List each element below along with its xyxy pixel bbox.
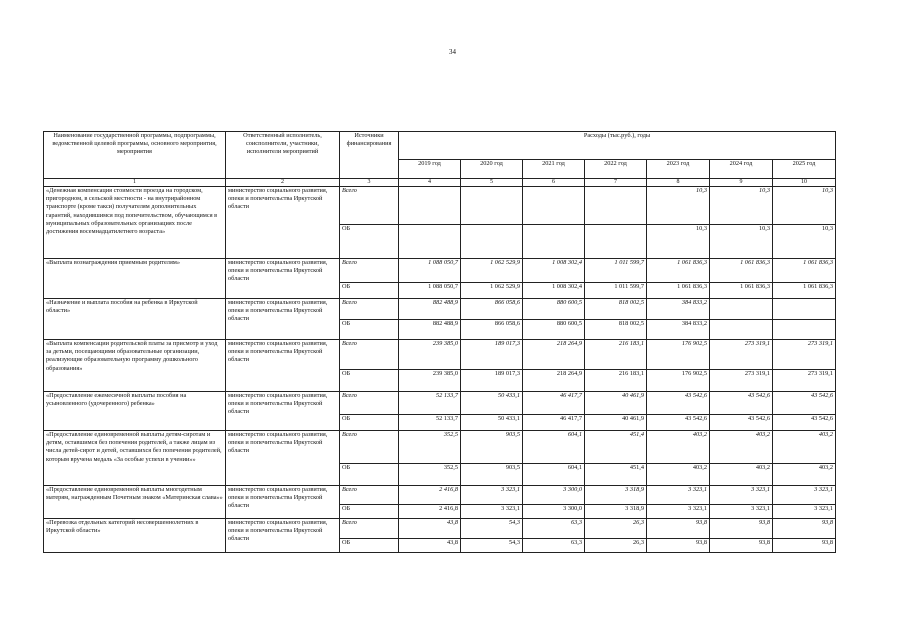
- total-value: 273 319,1: [773, 340, 836, 370]
- ob-value: 43,8: [399, 539, 461, 553]
- column-number: 5: [461, 179, 523, 187]
- column-number: 4: [399, 179, 461, 187]
- total-value: 3 300,0: [523, 486, 585, 505]
- table-row: [44, 519, 836, 539]
- total-value: 93,8: [710, 519, 773, 539]
- total-value: 176 902,5: [647, 340, 710, 370]
- ob-value: 352,5: [399, 464, 461, 486]
- funding-source-total: Всего: [340, 299, 399, 320]
- funding-source-ob: ОБ: [340, 539, 399, 553]
- total-value: 189 017,3: [461, 340, 523, 370]
- total-value: 93,8: [773, 519, 836, 539]
- total-value: 1 062 529,9: [461, 259, 523, 283]
- activity-name: «Выплата вознаграждения приемным родителям»: [44, 259, 226, 299]
- ob-value: 52 133,7: [399, 415, 461, 431]
- year-header: 2023 год: [647, 160, 710, 179]
- ob-value: 216 183,1: [585, 370, 647, 392]
- total-value: 3 323,1: [461, 486, 523, 505]
- total-value: 43 542,6: [647, 392, 710, 415]
- ob-value: 3 323,1: [710, 505, 773, 519]
- ob-value: 26,3: [585, 539, 647, 553]
- ob-value: 3 300,0: [523, 505, 585, 519]
- activity-name: «Назначение и выплата пособия на ребенка в Иркутской области»: [44, 299, 226, 340]
- ob-value: 1 011 599,7: [585, 283, 647, 299]
- ob-value: 218 264,9: [523, 370, 585, 392]
- table-row: [44, 259, 836, 283]
- column-number: 2: [226, 179, 340, 187]
- activity-name: «Перевозка отдельных категорий несовершеннолетних в Иркутской области»: [44, 519, 226, 553]
- header-expenses: Расходы (тыс.руб.), годы: [399, 132, 836, 160]
- ob-value: 10,3: [773, 225, 836, 259]
- ob-value: 93,8: [710, 539, 773, 553]
- funding-source-total: Всего: [340, 431, 399, 464]
- total-value: 604,1: [523, 431, 585, 464]
- ob-value: 604,1: [523, 464, 585, 486]
- column-number: 1: [44, 179, 226, 187]
- activity-name: «Предоставление единовременной выплаты детям-сиротам и детям, оставшимся без попечения родителей, а также лицам из числа детей-сирот и детей, оставшихся без попечения родителей, которым вручена медаль «За особые успехи в учении»»: [44, 431, 226, 486]
- total-value: 1 008 302,4: [523, 259, 585, 283]
- executor: министерство социального развития, опеки и попечительства Иркутской области: [226, 519, 340, 553]
- total-value: 3 323,1: [710, 486, 773, 505]
- ob-value: 54,3: [461, 539, 523, 553]
- total-value: 1 011 599,7: [585, 259, 647, 283]
- header-executor: Ответственный исполнитель, соисполнители, участники, исполнители мероприятий: [226, 132, 340, 179]
- funding-source-total: Всего: [340, 187, 399, 225]
- executor: министерство социального развития, опеки и попечительства Иркутской области: [226, 299, 340, 340]
- table-row: [44, 187, 836, 225]
- ob-value: 93,8: [773, 539, 836, 553]
- activity-name: «Предоставление единовременной выплаты многодетным матерям, награжденным Почетным знаком «Материнская слава»»: [44, 486, 226, 519]
- executor: министерство социального развития, опеки и попечительства Иркутской области: [226, 187, 340, 259]
- expenses-table: [43, 131, 836, 553]
- executor: министерство социального развития, опеки и попечительства Иркутской области: [226, 259, 340, 299]
- total-value: 403,2: [710, 431, 773, 464]
- ob-value: [461, 225, 523, 259]
- column-number: 7: [585, 179, 647, 187]
- total-value: 903,5: [461, 431, 523, 464]
- funding-source-total: Всего: [340, 392, 399, 415]
- ob-value: 10,3: [710, 225, 773, 259]
- total-value: 3 318,9: [585, 486, 647, 505]
- total-value: 403,2: [773, 431, 836, 464]
- executor: министерство социального развития, опеки и попечительства Иркутской области: [226, 340, 340, 392]
- ob-value: 384 833,2: [647, 320, 710, 340]
- ob-value: 176 902,5: [647, 370, 710, 392]
- year-header: 2020 год: [461, 160, 523, 179]
- column-number: 9: [710, 179, 773, 187]
- total-value: 352,5: [399, 431, 461, 464]
- total-value: 10,3: [773, 187, 836, 225]
- executor: министерство социального развития, опеки и попечительства Иркутской области: [226, 392, 340, 431]
- total-value: 3 323,1: [647, 486, 710, 505]
- table-row: [44, 392, 836, 415]
- ob-value: [773, 320, 836, 340]
- ob-value: 50 433,1: [461, 415, 523, 431]
- total-value: 880 600,5: [523, 299, 585, 320]
- total-value: 239 385,0: [399, 340, 461, 370]
- ob-value: 818 002,5: [585, 320, 647, 340]
- total-value: 1 061 836,3: [773, 259, 836, 283]
- total-value: 46 417,7: [523, 392, 585, 415]
- ob-value: [585, 225, 647, 259]
- executor: министерство социального развития, опеки и попечительства Иркутской области: [226, 431, 340, 486]
- total-value: 403,2: [647, 431, 710, 464]
- total-value: 1 088 050,7: [399, 259, 461, 283]
- funding-source-ob: ОБ: [340, 320, 399, 340]
- total-value: 3 323,1: [773, 486, 836, 505]
- total-value: 43,8: [399, 519, 461, 539]
- table-row: [44, 340, 836, 370]
- total-value: 216 183,1: [585, 340, 647, 370]
- table-row: [44, 486, 836, 505]
- funding-source-ob: ОБ: [340, 505, 399, 519]
- year-header: 2022 год: [585, 160, 647, 179]
- ob-value: 239 385,0: [399, 370, 461, 392]
- ob-value: 93,8: [647, 539, 710, 553]
- ob-value: 46 417,7: [523, 415, 585, 431]
- total-value: 63,3: [523, 519, 585, 539]
- total-value: 384 833,2: [647, 299, 710, 320]
- total-value: 43 542,6: [710, 392, 773, 415]
- funding-source-ob: ОБ: [340, 415, 399, 431]
- ob-value: 43 542,6: [647, 415, 710, 431]
- header-source: Источники финансирования: [340, 132, 399, 179]
- ob-value: 10,3: [647, 225, 710, 259]
- total-value: 93,8: [647, 519, 710, 539]
- ob-value: [710, 320, 773, 340]
- total-value: 43 542,6: [773, 392, 836, 415]
- total-value: 10,3: [647, 187, 710, 225]
- ob-value: 880 600,5: [523, 320, 585, 340]
- total-value: 50 433,1: [461, 392, 523, 415]
- ob-value: 63,3: [523, 539, 585, 553]
- column-number: 3: [340, 179, 399, 187]
- funding-source-ob: ОБ: [340, 225, 399, 259]
- ob-value: 273 319,1: [710, 370, 773, 392]
- ob-value: 40 461,9: [585, 415, 647, 431]
- total-value: 10,3: [710, 187, 773, 225]
- table-row: [44, 299, 836, 320]
- ob-value: 903,5: [461, 464, 523, 486]
- total-value: 54,3: [461, 519, 523, 539]
- ob-value: 273 319,1: [773, 370, 836, 392]
- column-number: 10: [773, 179, 836, 187]
- ob-value: 403,2: [773, 464, 836, 486]
- column-number: 6: [523, 179, 585, 187]
- ob-value: 3 323,1: [773, 505, 836, 519]
- total-value: 52 133,7: [399, 392, 461, 415]
- year-header: 2019 год: [399, 160, 461, 179]
- ob-value: 403,2: [710, 464, 773, 486]
- total-value: [710, 299, 773, 320]
- funding-source-ob: ОБ: [340, 283, 399, 299]
- total-value: 273 319,1: [710, 340, 773, 370]
- ob-value: [523, 225, 585, 259]
- total-value: 26,3: [585, 519, 647, 539]
- total-value: 818 002,5: [585, 299, 647, 320]
- ob-value: [399, 225, 461, 259]
- ob-value: 1 061 836,3: [773, 283, 836, 299]
- ob-value: 1 008 302,4: [523, 283, 585, 299]
- ob-value: 1 061 836,3: [710, 283, 773, 299]
- total-value: [399, 187, 461, 225]
- header-name: Наименование государственной программы, подпрограммы, ведомственной целевой программы, основного мероприятия, мероприятия: [44, 132, 226, 179]
- ob-value: 2 416,8: [399, 505, 461, 519]
- ob-value: 3 323,1: [647, 505, 710, 519]
- total-value: 451,4: [585, 431, 647, 464]
- ob-value: 882 488,9: [399, 320, 461, 340]
- total-value: 218 264,9: [523, 340, 585, 370]
- year-header: 2024 год: [710, 160, 773, 179]
- table-row: [44, 431, 836, 464]
- funding-source-total: Всего: [340, 486, 399, 505]
- total-value: 882 488,9: [399, 299, 461, 320]
- ob-value: 3 318,9: [585, 505, 647, 519]
- total-value: 1 061 836,3: [647, 259, 710, 283]
- total-value: 866 058,6: [461, 299, 523, 320]
- funding-source-ob: ОБ: [340, 464, 399, 486]
- ob-value: 189 017,3: [461, 370, 523, 392]
- activity-name: «Выплата компенсации родительской платы за присмотр и уход за детьми, посещающими образовательные организации, реализующие образовательную программу дошкольного образования»: [44, 340, 226, 392]
- ob-value: 1 088 050,7: [399, 283, 461, 299]
- year-header: 2025 год: [773, 160, 836, 179]
- ob-value: 3 323,1: [461, 505, 523, 519]
- funding-source-total: Всего: [340, 259, 399, 283]
- ob-value: 43 542,6: [773, 415, 836, 431]
- column-number: 8: [647, 179, 710, 187]
- activity-name: «Предоставление ежемесячной выплаты пособия на усыновленного (удочеренного) ребенка»: [44, 392, 226, 431]
- ob-value: 866 058,6: [461, 320, 523, 340]
- total-value: 40 461,9: [585, 392, 647, 415]
- funding-source-total: Всего: [340, 519, 399, 539]
- activity-name: «Денежная компенсация стоимости проезда на городском, пригородном, в сельской местности - на внутрирайонном транспорте (кроме такси) получателям дополнительных гарантий, находившимся под попечительством, обучающимся в муниципальных образовательных организациях после достижения восемнадцатилетнего возраста»: [44, 187, 226, 259]
- funding-source-total: Всего: [340, 340, 399, 370]
- total-value: 1 061 836,3: [710, 259, 773, 283]
- total-value: [523, 187, 585, 225]
- executor: министерство социального развития, опеки и попечительства Иркутской области: [226, 486, 340, 519]
- page-number: 34: [449, 48, 456, 56]
- total-value: [773, 299, 836, 320]
- total-value: 2 416,8: [399, 486, 461, 505]
- ob-value: 451,4: [585, 464, 647, 486]
- ob-value: 403,2: [647, 464, 710, 486]
- ob-value: 43 542,6: [710, 415, 773, 431]
- year-header: 2021 год: [523, 160, 585, 179]
- ob-value: 1 061 836,3: [647, 283, 710, 299]
- ob-value: 1 062 529,9: [461, 283, 523, 299]
- funding-source-ob: ОБ: [340, 370, 399, 392]
- total-value: [461, 187, 523, 225]
- total-value: [585, 187, 647, 225]
